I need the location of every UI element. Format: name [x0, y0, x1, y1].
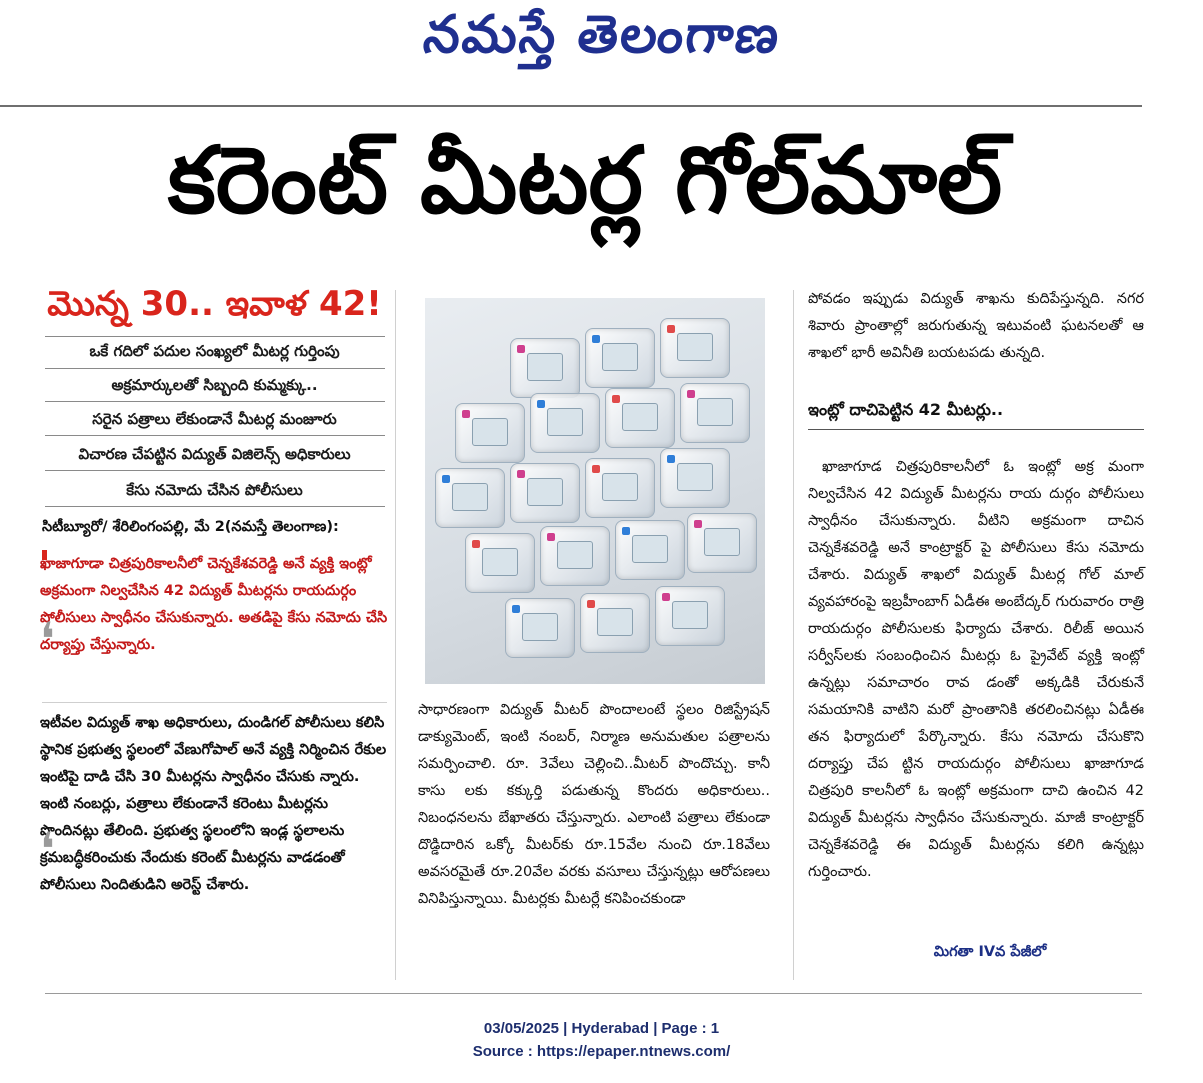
- meter-box: [435, 468, 505, 528]
- top-rule: [0, 105, 1142, 107]
- meter-box: [530, 393, 600, 453]
- meter-box: [585, 328, 655, 388]
- meter-box: [615, 520, 685, 580]
- bottom-rule: [45, 993, 1142, 994]
- kicker: మొన్న 30.. ఇవాళ 42!: [47, 284, 382, 324]
- masthead-logo: నమస్తే తెలంగాణ: [420, 4, 784, 65]
- right-column-intro: పోవడం ఇప్పుడు విద్యుత్ శాఖను కుదిపేస్తున్నది. నగర శివారు ప్రాంతాల్లో జరుగుతున్న ఇటువంటి ఘటనలతో ఆ శాఖలో భారీ అవినీతి బయటపడు తున్నది.: [808, 291, 1144, 361]
- highlight-rule: [45, 506, 385, 507]
- dateline: సిటీబ్యూరో/ శేరిలింగంపల్లి, మే 2(నమస్తే తెలంగాణ):: [42, 519, 339, 535]
- highlight-rule: [45, 470, 385, 471]
- left-separator: [42, 702, 387, 703]
- meter-box: [680, 383, 750, 443]
- right-column-body: ఖాజాగూడ చిత్రపురికాలనీలో ఓ ఇంట్లో అక్ర మంగా నిల్వచేసిన 42 విద్యుత్ మీటర్లను రాయ దుర్గం పోలీసులు స్వాధీనం చేసుకున్నారు. వీటిని అక్రమంగా దాచిన చెన్నకేశవరెడ్డి అనే కాంట్రాక్టర్ పై పోలీసులు కేసు నమోదు చేశారు. విద్యుత్ శాఖలో విద్యుత్ మీటర్ల గోల్ మాల్ వ్యవహారంపై ఇబ్రహీంబాగ్ ఏడీఈ అంబేద్కర్ గురువారం రాత్రి రాయదుర్గం పోలీసులకు ఫిర్యాదు చేశారు. రిలీజ్ అయిన సర్వీస్‌లకు సంబంధించిన మీటర్లు ఓ ప్రైవేట్ వ్యక్తి ఇంట్లో ఉన్నట్లు సమాచారం రావ డంతో అక్కడికి చేరుకునే సమయానికి వాటిని మరో ప్రాంతానికి తరలించినట్లు ఏడీఈ తన ఫిర్యాదులో పేర్కొన్నారు. కేసు నమోదు చేసుకొని దర్యాప్తు చేప ట్టిన రాయదుర్గం పోలీసులు ఖాజాగూడ చిత్రపురి కాలనీలో ఓ ఇంట్లో అక్రమంగా దాచి ఉంచిన 42 విద్యుత్ మీటర్లను స్వాధీనం చేసుకున్నారు. మాజీ కాంట్రాక్టర్ చెన్నకేశవరెడ్డి ఈ విద్యుత్ మీటర్లను కలిగి ఉన్నట్లు గుర్తించారు.: [808, 459, 1144, 880]
- footer-source: Source : https://epaper.ntnews.com/: [472, 1043, 731, 1060]
- meters-photo: [425, 298, 765, 684]
- highlight-rule: [45, 401, 385, 402]
- footer-date-page: 03/05/2025 | Hyderabad | Page : 1: [483, 1020, 720, 1037]
- continued-note: మిగతా IVవ పేజీలో: [933, 944, 1047, 960]
- highlight-rule: [45, 368, 385, 369]
- column-divider-right: [793, 290, 794, 980]
- middle-column-text: సాధారణంగా విద్యుత్ మీటర్ పొందాలంటే స్థలం రిజిస్ట్రేషన్ డాక్యుమెంట్, ఇంటి నంబర్, నిర్మాణ అనుమతుల పత్రాలను సమర్పించాలి. రూ. 3వేలు చెల్లించి..మీటర్ పొందొచ్చు. కానీ కాసు లకు కక్కుర్తి పడుతున్న కొందరు అధికారులు.. నిబంధనలను బేఖాతరు చేస్తున్నారు. ఎలాంటి పత్రాలు లేకుండా దొడ్డిదారిన ఒక్కో మీటర్‌కు రూ.15వేల నుంచి రూ.18వేలు అవసరమైతే రూ.20వేల వరకు వసూలు చేస్తున్నట్లు ఆరోపణలు వినిపిస్తున్నాయి. మీటర్లకు మీటర్లే కనిపించకుండా: [418, 702, 770, 907]
- meter-box: [455, 403, 525, 463]
- column-divider-left: [395, 290, 396, 980]
- meter-box: [580, 593, 650, 653]
- meter-box: [510, 338, 580, 398]
- meter-box: [510, 463, 580, 523]
- subhead: ఇంట్లో దాచిపెట్టిన 42 మీటర్లు..: [808, 400, 1144, 430]
- meter-box: [540, 526, 610, 586]
- highlight-2: అక్రమార్కులతో సిబ్బంది కుమ్మక్కు..: [111, 376, 318, 394]
- meter-box: [605, 388, 675, 448]
- meter-box: [585, 458, 655, 518]
- highlight-5: కేసు నమోదు చేసిన పోలీసులు: [126, 481, 303, 499]
- meter-box: [660, 318, 730, 378]
- highlight-rule: [45, 435, 385, 436]
- quote-mark-icon: ❛: [40, 612, 55, 666]
- meter-box: [505, 598, 575, 658]
- meter-box: [687, 513, 757, 573]
- meter-box: [655, 586, 725, 646]
- highlight-1: ఒకే గదిలో పదుల సంఖ్యలో మీటర్ల గుర్తింపు: [89, 342, 340, 360]
- meter-box: [465, 533, 535, 593]
- quote-mark-icon: ❛: [40, 822, 55, 876]
- meter-box: [660, 448, 730, 508]
- red-paragraph: ఖాజాగూడా చిత్రపురికాలనీలో చెన్నకేశవరెడ్డి అనే వ్యక్తి ఇంట్లో అక్రమంగా నిల్వచేసిన 42 విద్యుత్ మీటర్లను రాయదుర్గం పోలీసులు స్వాధీనం చేసుకున్నారు. అతడిపై కేసు నమోదు చేసి దర్యాప్తు చేస్తున్నారు.: [40, 556, 388, 653]
- highlight-3: సరైన పత్రాలు లేకుండానే మీటర్ల మంజూరు: [92, 410, 337, 428]
- highlight-4: విచారణ చేపట్టిన విద్యుత్ విజిలెన్స్ అధికారులు: [78, 445, 351, 463]
- headline: కరెంట్ మీటర్ల గోల్‌మాల్: [167, 127, 1003, 234]
- black-paragraph: ఇటీవల విద్యుత్ శాఖ అధికారులు, దుండిగల్ పోలీసులు కలిసి స్థానిక ప్రభుత్వ స్థలంలో వేణుగోపాల్ అనే వ్యక్తి నిర్మించిన రేకుల ఇంటిపై దాడి చేసి 30 మీటర్లను స్వాధీనం చేసుకు న్నారు. ఇంటి నంబర్లు, పత్రాలు లేకుండానే కరెంటు మీటర్లను పొందినట్లు తేలింది. ప్రభుత్వ స్థలంలోని ఇండ్ల స్థలాలను క్రమబద్ధీకరించుకు నేందుకు కరెంట్ మీటర్లను వాడడంతో పోలీసులు నిందితుడిని అరెస్ట్ చేశారు.: [40, 715, 387, 893]
